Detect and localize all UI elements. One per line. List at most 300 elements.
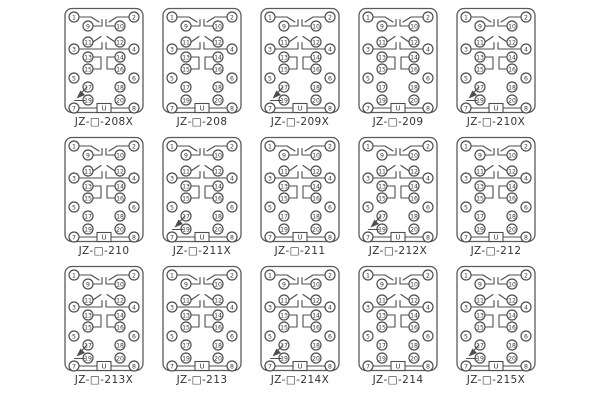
terminal-number: 10 xyxy=(214,23,222,31)
coil-u-label: U xyxy=(101,233,107,242)
contact-wire xyxy=(387,186,395,198)
terminal-number: 5 xyxy=(72,204,76,212)
relay-wiring-diagram xyxy=(162,136,242,257)
relay-model-label: JZ-□-214X xyxy=(270,374,330,386)
terminal-number: 10 xyxy=(312,152,320,160)
terminal-number: 2 xyxy=(132,143,136,151)
terminal-number: 17 xyxy=(280,342,288,350)
relay-wiring-diagram xyxy=(64,265,144,386)
terminal-number: 2 xyxy=(328,272,332,280)
contact-wire xyxy=(205,166,213,172)
terminal-number: 1 xyxy=(366,272,370,280)
contact-wire xyxy=(499,186,507,198)
terminal-number: 20 xyxy=(312,355,320,363)
terminal-number: 3 xyxy=(464,304,468,312)
terminal-number: 3 xyxy=(170,175,174,183)
terminal-number: 20 xyxy=(116,226,124,234)
contact-wire xyxy=(191,57,199,69)
terminal-number: 14 xyxy=(410,54,418,62)
terminal-number: 11 xyxy=(476,168,484,176)
terminal-number: 15 xyxy=(476,66,484,74)
terminal-number: 18 xyxy=(410,342,418,350)
contact-wire xyxy=(401,186,409,198)
terminal-number: 6 xyxy=(524,75,528,83)
terminal-number: 16 xyxy=(410,324,418,332)
terminal-number: 20 xyxy=(312,226,320,234)
terminal-number: 20 xyxy=(214,97,222,105)
contact-wire xyxy=(485,186,493,198)
terminal-number: 6 xyxy=(524,333,528,341)
terminal-number: 20 xyxy=(116,97,124,105)
terminal-number: 2 xyxy=(426,272,430,280)
terminal-number: 9 xyxy=(478,23,482,31)
terminal-number: 18 xyxy=(312,84,320,92)
terminal-number: 12 xyxy=(116,168,124,176)
terminal-number: 9 xyxy=(282,281,286,289)
terminal-number: 12 xyxy=(508,168,516,176)
terminal-number: 11 xyxy=(280,39,288,47)
contact-wire xyxy=(485,166,493,172)
terminal-number: 14 xyxy=(214,183,222,191)
relay-schematic xyxy=(162,136,242,243)
terminal-number: 8 xyxy=(230,363,234,371)
contact-wire xyxy=(387,295,395,301)
terminal-number: 17 xyxy=(476,213,484,221)
terminal-number: 12 xyxy=(116,39,124,47)
terminal-number: 11 xyxy=(182,168,190,176)
terminal-number: 12 xyxy=(312,297,320,305)
terminal-number: 4 xyxy=(524,304,528,312)
terminal-number: 11 xyxy=(84,297,92,305)
terminal-number: 6 xyxy=(132,333,136,341)
terminal-number: 1 xyxy=(72,272,76,280)
contact-wire xyxy=(107,315,115,327)
terminal-number: 14 xyxy=(508,183,516,191)
terminal-number: 4 xyxy=(328,304,332,312)
relay-wiring-diagram xyxy=(162,7,242,128)
relay-model-label: JZ-□-212 xyxy=(470,245,522,257)
terminal-number: 7 xyxy=(170,234,174,242)
terminal-number: 7 xyxy=(72,363,76,371)
terminal-number: 11 xyxy=(378,39,386,47)
contact-wire xyxy=(289,295,297,301)
contact-wire xyxy=(485,57,493,69)
terminal-number: 2 xyxy=(328,14,332,22)
terminal-number: 1 xyxy=(366,14,370,22)
terminal-number: 16 xyxy=(410,66,418,74)
terminal-number: 15 xyxy=(280,324,288,332)
relay-model-label: JZ-□-212X xyxy=(368,245,428,257)
contact-wire xyxy=(303,315,311,327)
terminal-number: 2 xyxy=(524,14,528,22)
terminal-number: 17 xyxy=(280,84,288,92)
contact-wire xyxy=(205,295,213,301)
terminal-number: 2 xyxy=(524,272,528,280)
terminal-number: 9 xyxy=(478,152,482,160)
terminal-number: 12 xyxy=(312,39,320,47)
terminal-number: 9 xyxy=(184,281,188,289)
terminal-number: 16 xyxy=(214,195,222,203)
relay-model-label: JZ-□-215X xyxy=(466,374,526,386)
terminal-number: 17 xyxy=(182,213,190,221)
terminal-number: 7 xyxy=(72,105,76,113)
terminal-number: 13 xyxy=(84,183,92,191)
terminal-number: 19 xyxy=(378,97,386,105)
terminal-number: 5 xyxy=(268,75,272,83)
contact-wire xyxy=(499,295,507,301)
terminal-number: 12 xyxy=(410,39,418,47)
terminal-number: 9 xyxy=(478,281,482,289)
terminal-number: 10 xyxy=(508,23,516,31)
terminal-number: 9 xyxy=(86,281,90,289)
terminal-number: 19 xyxy=(182,97,190,105)
socket-outline xyxy=(457,138,535,242)
coil-u-label: U xyxy=(297,104,303,113)
socket-outline xyxy=(65,267,143,371)
relay-schematic xyxy=(260,136,340,243)
contact-wire xyxy=(485,315,493,327)
relay-model-label: JZ-□-214 xyxy=(372,374,424,386)
contact-wire xyxy=(93,186,101,198)
contact-wire xyxy=(303,37,311,43)
terminal-number: 9 xyxy=(184,152,188,160)
terminal-number: 20 xyxy=(214,355,222,363)
coil-u-label: U xyxy=(297,362,303,371)
coil-u-label: U xyxy=(493,104,499,113)
terminal-number: 1 xyxy=(268,14,272,22)
terminal-number: 3 xyxy=(464,46,468,54)
terminal-number: 12 xyxy=(410,168,418,176)
terminal-number: 4 xyxy=(524,46,528,54)
terminal-number: 2 xyxy=(132,14,136,22)
contact-wire xyxy=(499,37,507,43)
contact-wire xyxy=(485,37,493,43)
terminal-number: 8 xyxy=(328,105,332,113)
terminal-number: 12 xyxy=(214,297,222,305)
terminal-number: 16 xyxy=(508,324,516,332)
terminal-number: 2 xyxy=(426,14,430,22)
contact-wire xyxy=(93,315,101,327)
terminal-number: 13 xyxy=(280,312,288,320)
terminal-number: 15 xyxy=(378,195,386,203)
contact-wire xyxy=(401,166,409,172)
terminal-number: 18 xyxy=(214,213,222,221)
terminal-number: 15 xyxy=(84,195,92,203)
contact-wire xyxy=(107,166,115,172)
terminal-number: 7 xyxy=(464,105,468,113)
terminal-number: 15 xyxy=(476,324,484,332)
terminal-number: 5 xyxy=(366,75,370,83)
terminal-number: 6 xyxy=(328,75,332,83)
terminal-number: 5 xyxy=(72,333,76,341)
terminal-number: 15 xyxy=(182,195,190,203)
terminal-number: 8 xyxy=(426,234,430,242)
terminal-number: 5 xyxy=(464,204,468,212)
terminal-number: 7 xyxy=(366,105,370,113)
terminal-number: 12 xyxy=(116,297,124,305)
terminal-number: 14 xyxy=(312,183,320,191)
terminal-number: 15 xyxy=(280,66,288,74)
terminal-number: 14 xyxy=(214,312,222,320)
terminal-number: 16 xyxy=(410,195,418,203)
terminal-number: 5 xyxy=(268,204,272,212)
terminal-number: 7 xyxy=(268,234,272,242)
terminal-number: 2 xyxy=(426,143,430,151)
contact-wire xyxy=(401,37,409,43)
relay-wiring-diagram xyxy=(358,7,438,128)
contact-wire xyxy=(499,315,507,327)
coil-u-label: U xyxy=(101,362,107,371)
terminal-number: 13 xyxy=(378,183,386,191)
terminal-number: 2 xyxy=(328,143,332,151)
terminal-number: 8 xyxy=(230,105,234,113)
contact-wire xyxy=(485,295,493,301)
terminal-number: 7 xyxy=(366,234,370,242)
terminal-number: 20 xyxy=(312,97,320,105)
terminal-number: 16 xyxy=(312,66,320,74)
contact-wire xyxy=(387,37,395,43)
terminal-number: 3 xyxy=(72,304,76,312)
contact-wire xyxy=(387,57,395,69)
terminal-number: 11 xyxy=(476,297,484,305)
relay-model-label: JZ-□-211 xyxy=(274,245,326,257)
terminal-number: 15 xyxy=(476,195,484,203)
relay-wiring-diagram xyxy=(64,7,144,128)
contact-wire xyxy=(401,315,409,327)
terminal-number: 19 xyxy=(182,226,190,234)
terminal-number: 18 xyxy=(508,342,516,350)
terminal-number: 16 xyxy=(116,195,124,203)
terminal-number: 14 xyxy=(116,312,124,320)
terminal-number: 3 xyxy=(268,46,272,54)
terminal-number: 7 xyxy=(170,363,174,371)
terminal-number: 18 xyxy=(410,84,418,92)
terminal-number: 11 xyxy=(280,297,288,305)
terminal-number: 14 xyxy=(508,54,516,62)
contact-wire xyxy=(303,186,311,198)
terminal-number: 17 xyxy=(182,342,190,350)
contact-wire xyxy=(205,186,213,198)
terminal-number: 19 xyxy=(476,226,484,234)
terminal-number: 18 xyxy=(116,84,124,92)
terminal-number: 13 xyxy=(378,312,386,320)
terminal-number: 17 xyxy=(378,84,386,92)
relay-model-label: JZ-□-210X xyxy=(466,116,526,128)
terminal-number: 1 xyxy=(268,143,272,151)
terminal-number: 19 xyxy=(378,226,386,234)
terminal-number: 6 xyxy=(230,333,234,341)
terminal-number: 11 xyxy=(182,39,190,47)
terminal-number: 4 xyxy=(328,175,332,183)
terminal-number: 7 xyxy=(72,234,76,242)
relay-schematic xyxy=(162,265,242,372)
terminal-number: 17 xyxy=(182,84,190,92)
terminal-number: 10 xyxy=(508,152,516,160)
terminal-number: 14 xyxy=(508,312,516,320)
relay-model-label: JZ-□-209X xyxy=(270,116,330,128)
terminal-number: 6 xyxy=(524,204,528,212)
contact-wire xyxy=(401,57,409,69)
terminal-number: 15 xyxy=(182,66,190,74)
terminal-number: 11 xyxy=(84,39,92,47)
socket-outline xyxy=(163,138,241,242)
terminal-number: 9 xyxy=(86,152,90,160)
terminal-number: 7 xyxy=(170,105,174,113)
contact-wire xyxy=(387,166,395,172)
terminal-number: 13 xyxy=(378,54,386,62)
terminal-number: 3 xyxy=(170,304,174,312)
terminal-number: 2 xyxy=(230,143,234,151)
terminal-number: 20 xyxy=(508,226,516,234)
terminal-number: 16 xyxy=(116,324,124,332)
terminal-number: 3 xyxy=(268,304,272,312)
contact-wire xyxy=(191,166,199,172)
terminal-number: 13 xyxy=(84,312,92,320)
contact-wire xyxy=(289,37,297,43)
terminal-number: 4 xyxy=(426,46,430,54)
terminal-number: 17 xyxy=(476,342,484,350)
contact-wire xyxy=(191,186,199,198)
terminal-number: 10 xyxy=(312,23,320,31)
terminal-number: 7 xyxy=(464,363,468,371)
terminal-number: 13 xyxy=(476,312,484,320)
terminal-number: 8 xyxy=(524,363,528,371)
terminal-number: 13 xyxy=(182,54,190,62)
coil-u-label: U xyxy=(199,362,205,371)
contact-wire xyxy=(93,57,101,69)
terminal-number: 19 xyxy=(280,355,288,363)
socket-outline xyxy=(65,9,143,113)
terminal-number: 11 xyxy=(280,168,288,176)
terminal-number: 13 xyxy=(280,54,288,62)
terminal-number: 2 xyxy=(230,272,234,280)
contact-wire xyxy=(303,295,311,301)
contact-wire xyxy=(289,166,297,172)
terminal-number: 10 xyxy=(410,152,418,160)
terminal-number: 11 xyxy=(378,168,386,176)
terminal-number: 3 xyxy=(366,304,370,312)
terminal-number: 16 xyxy=(214,324,222,332)
terminal-number: 13 xyxy=(182,183,190,191)
contact-wire xyxy=(191,315,199,327)
terminal-number: 5 xyxy=(464,75,468,83)
contact-wire xyxy=(289,57,297,69)
terminal-number: 9 xyxy=(380,152,384,160)
terminal-number: 8 xyxy=(132,105,136,113)
terminal-number: 3 xyxy=(268,175,272,183)
terminal-number: 10 xyxy=(312,281,320,289)
relay-model-label: JZ-□-208X xyxy=(74,116,134,128)
terminal-number: 7 xyxy=(366,363,370,371)
relay-wiring-diagram xyxy=(260,265,340,386)
terminal-number: 3 xyxy=(72,46,76,54)
coil-u-label: U xyxy=(297,233,303,242)
terminal-number: 16 xyxy=(508,195,516,203)
terminal-number: 20 xyxy=(508,97,516,105)
relay-schematic xyxy=(358,136,438,243)
coil-u-label: U xyxy=(493,362,499,371)
relay-schematic xyxy=(456,136,536,243)
contact-wire xyxy=(107,295,115,301)
terminal-number: 12 xyxy=(508,39,516,47)
contact-wire xyxy=(303,166,311,172)
relay-model-label: JZ-□-208 xyxy=(176,116,228,128)
terminal-number: 13 xyxy=(280,183,288,191)
contact-wire xyxy=(499,57,507,69)
terminal-number: 6 xyxy=(132,204,136,212)
socket-outline xyxy=(261,267,339,371)
terminal-number: 11 xyxy=(84,168,92,176)
terminal-number: 8 xyxy=(328,234,332,242)
terminal-number: 16 xyxy=(508,66,516,74)
terminal-number: 18 xyxy=(214,342,222,350)
terminal-number: 15 xyxy=(84,66,92,74)
terminal-number: 13 xyxy=(84,54,92,62)
terminal-number: 17 xyxy=(84,342,92,350)
relay-schematic xyxy=(358,265,438,372)
terminal-number: 12 xyxy=(214,39,222,47)
terminal-number: 10 xyxy=(214,152,222,160)
relay-wiring-diagram xyxy=(162,265,242,386)
terminal-number: 14 xyxy=(312,312,320,320)
terminal-number: 13 xyxy=(182,312,190,320)
terminal-number: 4 xyxy=(132,304,136,312)
terminal-number: 5 xyxy=(170,75,174,83)
terminal-number: 5 xyxy=(170,204,174,212)
contact-wire xyxy=(93,166,101,172)
terminal-number: 5 xyxy=(366,333,370,341)
terminal-number: 4 xyxy=(132,46,136,54)
terminal-number: 7 xyxy=(268,363,272,371)
relay-schematic xyxy=(64,136,144,243)
terminal-number: 8 xyxy=(132,363,136,371)
terminal-number: 8 xyxy=(524,105,528,113)
terminal-number: 14 xyxy=(410,312,418,320)
relay-schematic xyxy=(260,265,340,372)
terminal-number: 17 xyxy=(84,84,92,92)
terminal-number: 17 xyxy=(378,342,386,350)
terminal-number: 15 xyxy=(84,324,92,332)
terminal-number: 9 xyxy=(282,152,286,160)
terminal-number: 8 xyxy=(230,234,234,242)
terminal-number: 5 xyxy=(366,204,370,212)
terminal-number: 4 xyxy=(230,46,234,54)
terminal-number: 14 xyxy=(116,54,124,62)
terminal-number: 18 xyxy=(312,213,320,221)
contact-wire xyxy=(289,315,297,327)
terminal-number: 8 xyxy=(132,234,136,242)
terminal-number: 3 xyxy=(464,175,468,183)
terminal-number: 19 xyxy=(84,226,92,234)
terminal-number: 12 xyxy=(508,297,516,305)
terminal-number: 19 xyxy=(84,97,92,105)
terminal-number: 20 xyxy=(410,97,418,105)
terminal-number: 5 xyxy=(170,333,174,341)
terminal-number: 14 xyxy=(410,183,418,191)
terminal-number: 18 xyxy=(508,213,516,221)
relay-schematic xyxy=(358,7,438,114)
terminal-number: 8 xyxy=(426,363,430,371)
relay-model-label: JZ-□-211X xyxy=(172,245,232,257)
terminal-number: 20 xyxy=(214,226,222,234)
terminal-number: 19 xyxy=(378,355,386,363)
terminal-number: 19 xyxy=(280,226,288,234)
coil-u-label: U xyxy=(493,233,499,242)
contact-wire xyxy=(107,186,115,198)
terminal-number: 19 xyxy=(84,355,92,363)
relay-schematic xyxy=(162,7,242,114)
relay-model-label: JZ-□-213 xyxy=(176,374,228,386)
